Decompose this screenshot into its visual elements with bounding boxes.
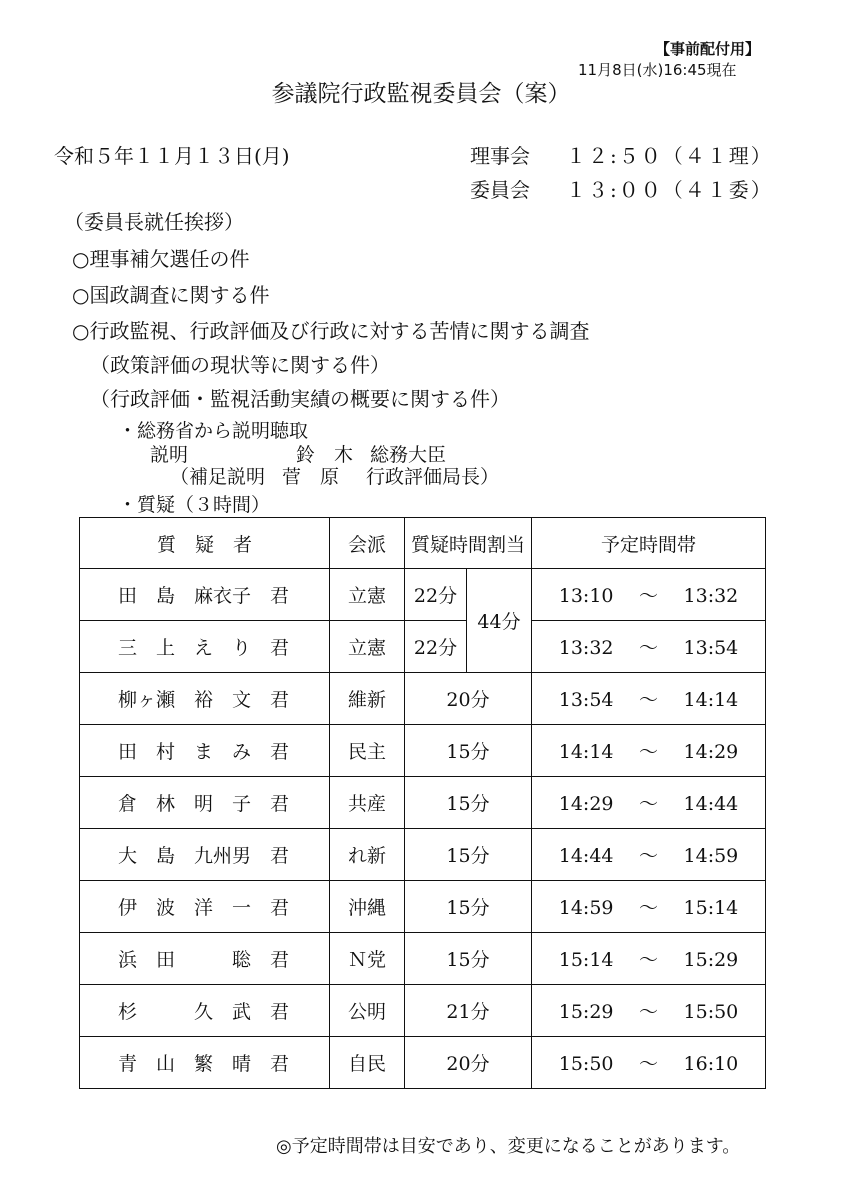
slot-tilde: ～ bbox=[639, 741, 659, 763]
party: 立憲 bbox=[330, 621, 405, 673]
agenda-item-2: ○国政調査に関する件 bbox=[72, 283, 270, 307]
questioner-name-cell bbox=[80, 725, 330, 777]
agenda-bullet-2: ・質疑（３時間） bbox=[118, 494, 271, 516]
time-slot bbox=[532, 829, 766, 881]
questioner-name-cell bbox=[80, 673, 330, 725]
party: 維新 bbox=[330, 673, 405, 725]
questioner-name: 田 島 麻衣子 bbox=[117, 585, 251, 607]
time-allocation: 15分 bbox=[405, 933, 532, 985]
header-time-allocation: 質疑時間割当 bbox=[405, 518, 532, 569]
agenda-sub-2: （行政評価・監視活動実績の概要に関する件） bbox=[90, 387, 510, 411]
slot-start: 14:29 bbox=[558, 793, 614, 815]
table-row bbox=[80, 881, 766, 933]
slot-start: 15:14 bbox=[558, 949, 614, 971]
slot-end: 13:32 bbox=[683, 585, 739, 607]
time-slot bbox=[532, 881, 766, 933]
table-row bbox=[80, 933, 766, 985]
honorific-kun: 君 bbox=[269, 1053, 289, 1075]
time-allocation: 15分 bbox=[405, 829, 532, 881]
meeting-date: 令和５年１１月１３日(月) bbox=[54, 144, 290, 168]
slot-tilde: ～ bbox=[639, 897, 659, 919]
slot-end: 15:29 bbox=[683, 949, 739, 971]
slot-tilde: ～ bbox=[639, 793, 659, 815]
questioner-name: 倉 林 明 子 bbox=[117, 793, 251, 815]
rijikai-time: １２:５０（４１理） bbox=[566, 144, 773, 168]
honorific-kun: 君 bbox=[269, 741, 289, 763]
slot-end: 15:50 bbox=[683, 1001, 739, 1023]
honorific-kun: 君 bbox=[269, 949, 289, 971]
table-row bbox=[80, 985, 766, 1037]
time-allocation: 15分 bbox=[405, 881, 532, 933]
slot-end: 15:14 bbox=[683, 897, 739, 919]
party: 民主 bbox=[330, 725, 405, 777]
questioner-name-cell bbox=[80, 985, 330, 1037]
table-row bbox=[80, 725, 766, 777]
questioner-name: 大 島 九州男 bbox=[117, 845, 251, 867]
slot-start: 14:14 bbox=[558, 741, 614, 763]
questioner-name: 伊 波 洋 一 bbox=[117, 897, 251, 919]
honorific-kun: 君 bbox=[269, 689, 289, 711]
slot-end: 14:29 bbox=[683, 741, 739, 763]
table-row bbox=[80, 621, 766, 673]
explain-label: 説明 bbox=[150, 444, 189, 466]
time-allocation: 20分 bbox=[405, 1037, 532, 1089]
honorific-kun: 君 bbox=[269, 1001, 289, 1023]
header-party: 会派 bbox=[330, 518, 405, 569]
questioner-name: 青 山 繁 晴 bbox=[117, 1053, 251, 1075]
questioner-name: 三 上 え り bbox=[117, 637, 251, 659]
slot-tilde: ～ bbox=[639, 689, 659, 711]
slot-tilde: ～ bbox=[639, 949, 659, 971]
time-slot bbox=[532, 673, 766, 725]
slot-tilde: ～ bbox=[639, 1053, 659, 1075]
combined-time-allocation: 44分 bbox=[467, 569, 532, 673]
party: Ｎ党 bbox=[330, 933, 405, 985]
slot-start: 13:32 bbox=[558, 637, 614, 659]
time-slot bbox=[532, 777, 766, 829]
questioner-name-cell bbox=[80, 621, 330, 673]
time-allocation: 20分 bbox=[405, 673, 532, 725]
questioner-name: 田 村 ま み bbox=[117, 741, 251, 763]
slot-end: 16:10 bbox=[683, 1053, 739, 1075]
rijikai-label: 理事会 bbox=[470, 144, 530, 168]
supp-label: （補足説明 bbox=[170, 466, 266, 488]
honorific-kun: 君 bbox=[269, 585, 289, 607]
party: 公明 bbox=[330, 985, 405, 1037]
explain-name: 鈴 木 bbox=[296, 444, 354, 466]
questioner-name-cell bbox=[80, 881, 330, 933]
questioner-name: 杉 久 武 bbox=[117, 1001, 251, 1023]
header-questioner: 質 疑 者 bbox=[80, 518, 330, 569]
distribution-tag: 【事前配付用】 bbox=[655, 40, 761, 58]
slot-start: 15:29 bbox=[558, 1001, 614, 1023]
slot-start: 13:10 bbox=[558, 585, 614, 607]
slot-end: 14:44 bbox=[683, 793, 739, 815]
agenda-sub-1: （政策評価の現状等に関する件） bbox=[90, 353, 390, 377]
party: れ新 bbox=[330, 829, 405, 881]
questioner-name-cell bbox=[80, 569, 330, 621]
slot-end: 13:54 bbox=[683, 637, 739, 659]
time-slot bbox=[532, 985, 766, 1037]
iinkai-label: 委員会 bbox=[470, 178, 530, 202]
questioner-table bbox=[79, 517, 766, 1089]
iinkai-time: １３:００（４１委） bbox=[566, 178, 773, 202]
agenda-greeting: （委員長就任挨拶） bbox=[64, 210, 244, 234]
time-slot bbox=[532, 1037, 766, 1089]
slot-start: 15:50 bbox=[558, 1053, 614, 1075]
timestamp: 11月8日(水)16:45現在 bbox=[578, 61, 737, 79]
agenda-item-3: ○行政監視、行政評価及び行政に対する苦情に関する調査 bbox=[72, 319, 590, 343]
party: 自民 bbox=[330, 1037, 405, 1089]
questioner-name: 浜 田 聡 bbox=[117, 949, 251, 971]
time-slot bbox=[532, 569, 766, 621]
table-header-row bbox=[80, 518, 766, 569]
explain-role: 総務大臣 bbox=[370, 444, 447, 466]
table-row bbox=[80, 569, 766, 621]
party: 沖縄 bbox=[330, 881, 405, 933]
page-title: 参議院行政監視委員会（案） bbox=[271, 81, 571, 107]
table-row bbox=[80, 829, 766, 881]
slot-end: 14:59 bbox=[683, 845, 739, 867]
table-row bbox=[80, 1037, 766, 1089]
slot-end: 14:14 bbox=[683, 689, 739, 711]
slot-tilde: ～ bbox=[639, 637, 659, 659]
time-slot bbox=[532, 621, 766, 673]
honorific-kun: 君 bbox=[269, 897, 289, 919]
footer-note: ◎予定時間帯は目安であり、変更になることがあります。 bbox=[276, 1136, 741, 1157]
party: 共産 bbox=[330, 777, 405, 829]
slot-tilde: ～ bbox=[639, 585, 659, 607]
supp-role: 行政評価局長） bbox=[366, 466, 500, 488]
header-time-slot: 予定時間帯 bbox=[532, 518, 766, 569]
questioner-name: 柳ヶ瀬 裕 文 bbox=[117, 689, 251, 711]
questioner-name-cell bbox=[80, 829, 330, 881]
questioner-name-cell bbox=[80, 933, 330, 985]
time-allocation: 15分 bbox=[405, 725, 532, 777]
slot-start: 14:59 bbox=[558, 897, 614, 919]
time-allocation: 15分 bbox=[405, 777, 532, 829]
slot-start: 14:44 bbox=[558, 845, 614, 867]
slot-start: 13:54 bbox=[558, 689, 614, 711]
time-allocation: 21分 bbox=[405, 985, 532, 1037]
honorific-kun: 君 bbox=[269, 637, 289, 659]
agenda-item-1: ○理事補欠選任の件 bbox=[72, 247, 250, 271]
time-allocation: 22分 bbox=[405, 621, 467, 673]
time-slot bbox=[532, 933, 766, 985]
honorific-kun: 君 bbox=[269, 793, 289, 815]
questioner-name-cell bbox=[80, 777, 330, 829]
party: 立憲 bbox=[330, 569, 405, 621]
slot-tilde: ～ bbox=[639, 1001, 659, 1023]
time-slot bbox=[532, 725, 766, 777]
time-allocation: 22分 bbox=[405, 569, 467, 621]
supp-name: 菅 原 bbox=[282, 466, 340, 488]
table-row bbox=[80, 673, 766, 725]
agenda-bullet-1: ・総務省から説明聴取 bbox=[118, 420, 309, 442]
slot-tilde: ～ bbox=[639, 845, 659, 867]
questioner-name-cell bbox=[80, 1037, 330, 1089]
table-row bbox=[80, 777, 766, 829]
honorific-kun: 君 bbox=[269, 845, 289, 867]
